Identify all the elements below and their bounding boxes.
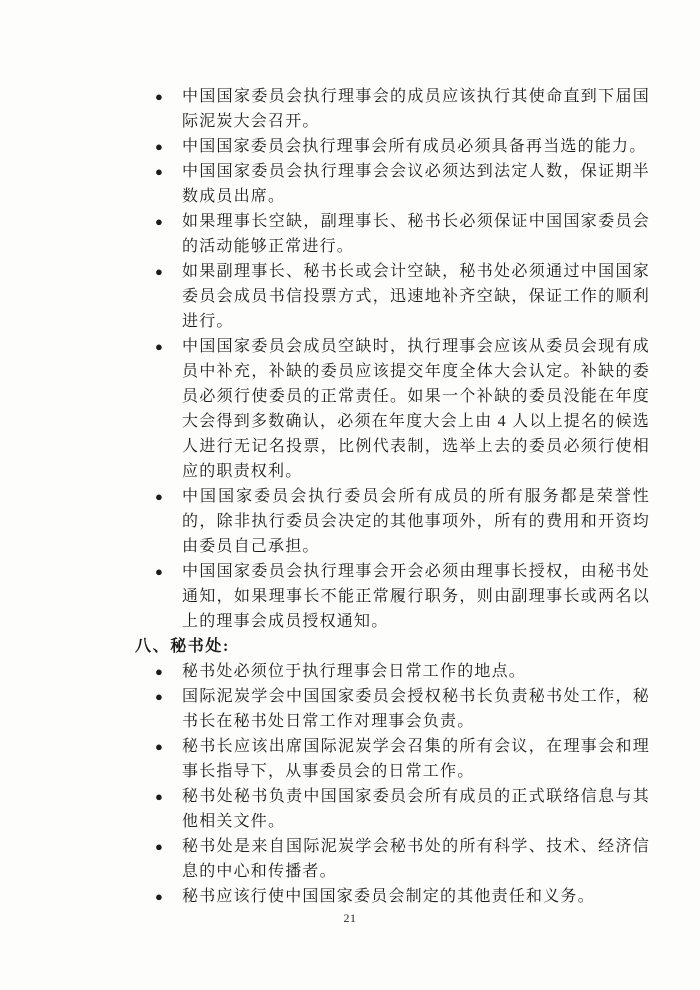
list-item <box>135 334 650 484</box>
list-item-text: 中国国家委员会成员空缺时，执行理事会应该从委员会现有成员中补充，补缺的委员应该提交年度全体大会认定。补缺的委员必须行使委员的正常责任。如果一个补缺的委员没能在年度大会得到多数确认，必须在年度大会上由 4 人以上提名的候选人进行无记名投票，比例代表制，选举上去的委员必须行使相应的职责权利。 <box>182 338 650 480</box>
bullet-icon: ● <box>155 214 163 229</box>
list-item-text: 中国国家委员会执行委员会所有成员的所有服务都是荣誉性的，除非执行委员会决定的其他事项外，所有的费用和开资均由委员自己承担。 <box>182 488 650 555</box>
section-heading-secretariat: 八、秘书处: <box>135 638 230 655</box>
list-item-text: 中国国家委员会执行理事会开会必须由理事长授权，由秘书处通知，如果理事长不能正常履行职务，则由副理事长或两名以上的理事会成员授权通知。 <box>182 563 650 630</box>
list-item <box>135 784 650 834</box>
bullet-icon: ● <box>155 339 163 354</box>
bullet-icon: ● <box>155 139 163 154</box>
page-number: 21 <box>343 911 357 925</box>
list-item-text: 秘书处秘书负责中国国家委员会所有成员的正式联络信息与其他相关文件。 <box>182 788 650 830</box>
document-content <box>135 84 650 909</box>
bullet-icon: ● <box>155 664 163 679</box>
list-item-text: 中国国家委员会执行理事会所有成员必须具备再当选的能力。 <box>182 138 647 155</box>
bullet-icon: ● <box>155 89 163 104</box>
list-item <box>135 559 650 634</box>
list-item-text: 如果副理事长、秘书长或会计空缺，秘书处必须通过中国国家委员会成员书信投票方式，迅速地补齐空缺，保证工作的顺利进行。 <box>182 263 650 330</box>
list-item <box>135 884 650 909</box>
bullet-icon: ● <box>155 839 163 854</box>
list-item-text: 秘书处必须位于执行理事会日常工作的地点。 <box>182 663 527 680</box>
list-item-text: 中国国家委员会执行理事会会议必须达到法定人数，保证期半数成员出席。 <box>182 163 650 205</box>
list-item <box>135 209 650 259</box>
list-item <box>135 834 650 884</box>
bullet-list-secretariat <box>135 659 650 909</box>
list-item <box>135 159 650 209</box>
list-item <box>135 259 650 334</box>
bullet-icon: ● <box>155 739 163 754</box>
list-item <box>135 84 650 134</box>
list-item-text: 秘书处是来自国际泥炭学会秘书处的所有科学、技术、经济信息的中心和传播者。 <box>182 838 650 880</box>
list-item <box>135 684 650 734</box>
bullet-icon: ● <box>155 489 163 504</box>
list-item <box>135 134 650 159</box>
bullet-icon: ● <box>155 689 163 704</box>
bullet-icon: ● <box>155 264 163 279</box>
list-item <box>135 484 650 559</box>
list-item-text: 秘书应该行使中国国家委员会制定的其他责任和义务。 <box>182 888 595 905</box>
list-item-text: 秘书长应该出席国际泥炭学会召集的所有会议，在理事会和理事长指导下，从事委员会的日常工作。 <box>182 738 650 780</box>
bullet-list-executive-council <box>135 84 650 634</box>
bullet-icon: ● <box>155 564 163 579</box>
bullet-icon: ● <box>155 164 163 179</box>
bullet-icon: ● <box>155 889 163 904</box>
list-item-text: 中国国家委员会执行理事会的成员应该执行其使命直到下届国际泥炭大会召开。 <box>182 88 650 130</box>
list-item-text: 国际泥炭学会中国国家委员会授权秘书长负责秘书处工作，秘书长在秘书处日常工作对理事会负责。 <box>182 688 650 730</box>
bullet-icon: ● <box>155 789 163 804</box>
list-item-text: 如果理事长空缺，副理事长、秘书长必须保证中国国家委员会的活动能够正常进行。 <box>182 213 650 255</box>
list-item <box>135 734 650 784</box>
list-item <box>135 659 650 684</box>
